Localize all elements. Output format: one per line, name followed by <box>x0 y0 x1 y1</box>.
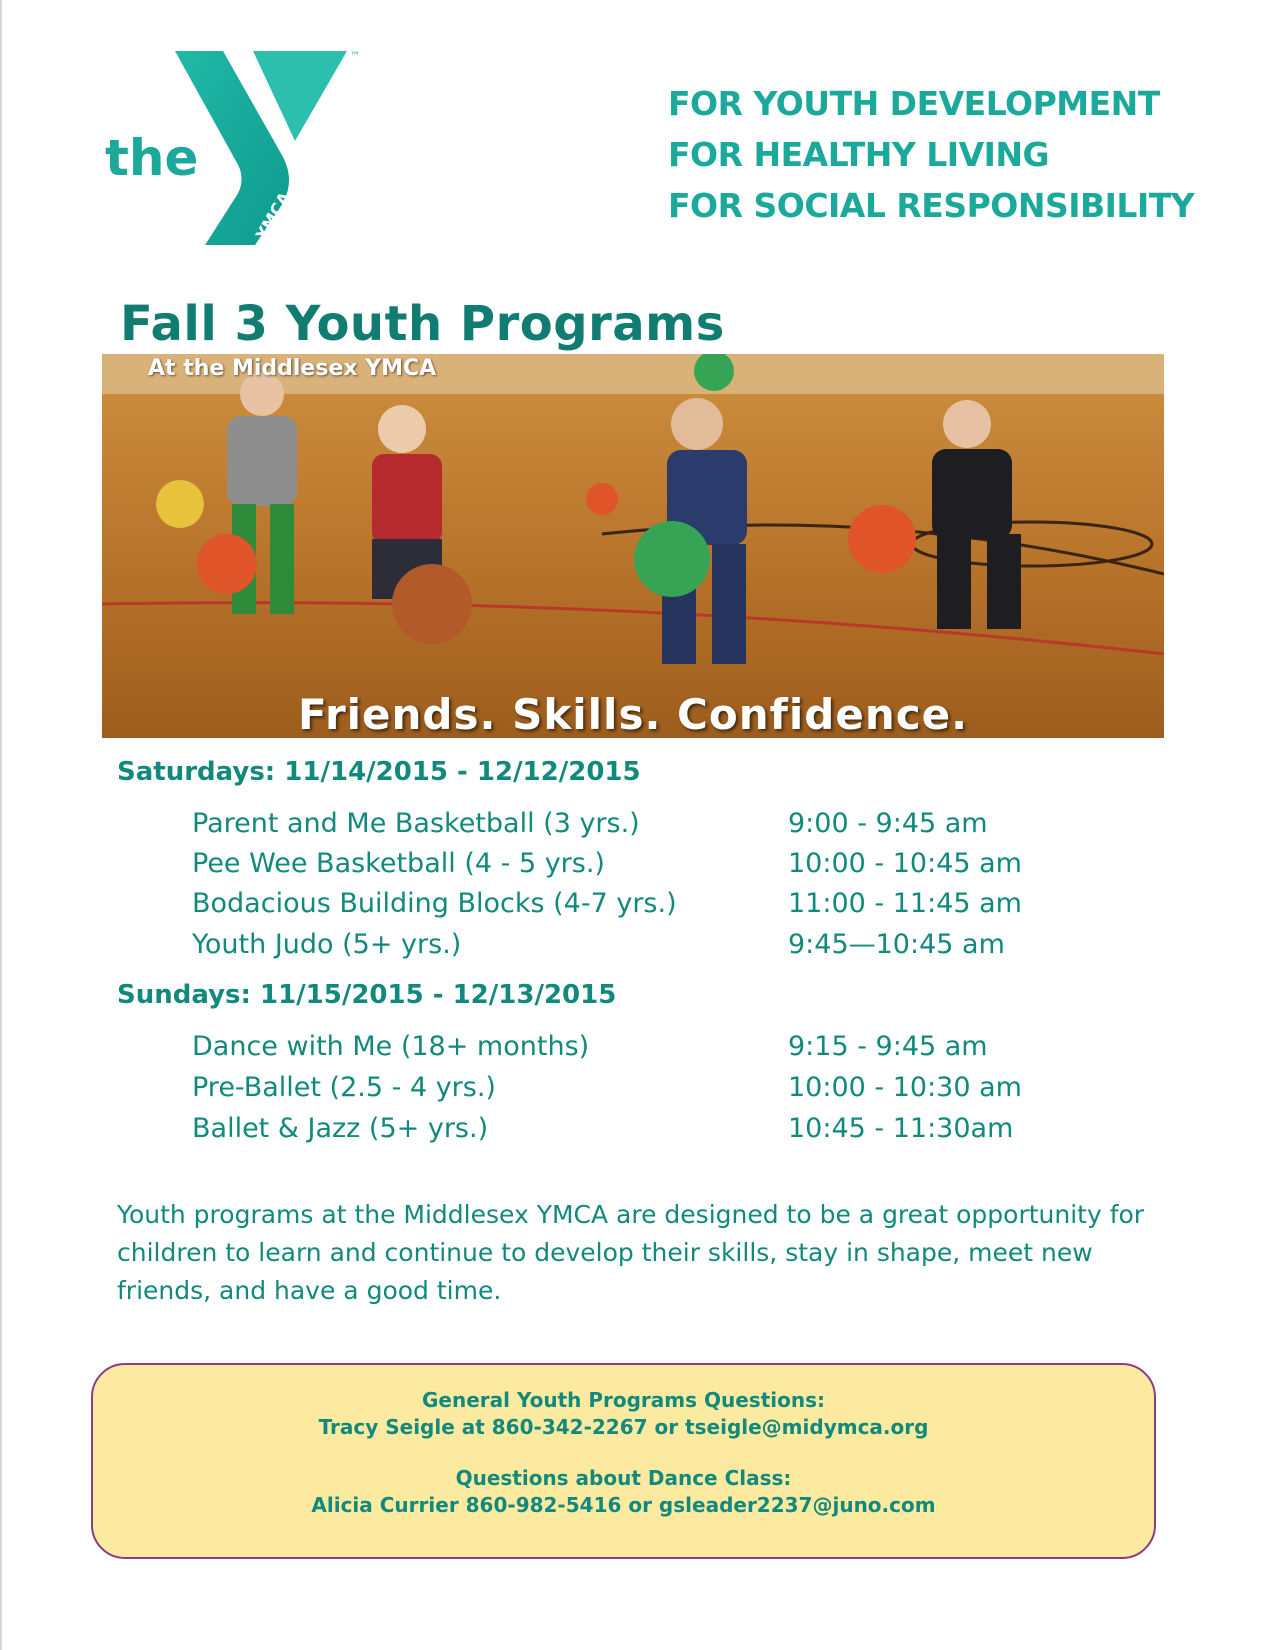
photo-slogan: Friends. Skills. Confidence. <box>297 690 969 738</box>
ball-brown <box>392 564 472 644</box>
program-name: Dance with Me (18+ months) <box>192 1031 590 1062</box>
general-questions-contact: Tracy Seigle at 860-342-2267 or tseigle@midymca.org <box>318 1415 929 1439</box>
ball-green-1 <box>634 521 710 597</box>
program-name: Parent and Me Basketball (3 yrs.) <box>192 808 640 839</box>
program-time: 9:15 - 9:45 am <box>788 1031 988 1062</box>
program-name: Bodacious Building Blocks (4-7 yrs.) <box>192 888 677 919</box>
schedule-row <box>192 848 1092 888</box>
logo-ymca-text: YMCA <box>252 188 295 243</box>
ball-orange-1 <box>197 534 257 594</box>
hero-photo <box>102 354 1164 738</box>
hero-photo-illustration <box>102 354 1164 738</box>
tagline-healthy-living: FOR HEALTHY LIVING <box>668 135 1050 174</box>
general-questions-heading: General Youth Programs Questions: <box>422 1388 825 1412</box>
y-right-arm <box>253 51 347 141</box>
program-time: 11:00 - 11:45 am <box>788 888 1022 919</box>
ball-orange-3 <box>586 483 618 515</box>
schedule-row <box>192 1072 1092 1112</box>
program-description: Youth programs at the Middlesex YMCA are designed to be a great opportunity for children to learn and continue to develop their skills, stay in shape, meet new friends, and have a good time. <box>117 1200 1145 1305</box>
page-edge-line <box>0 0 2 1650</box>
tagline-social-responsibility: FOR SOCIAL RESPONSIBILITY <box>668 186 1195 225</box>
program-name: Pee Wee Basketball (4 - 5 yrs.) <box>192 848 605 879</box>
program-time: 10:00 - 10:30 am <box>788 1072 1022 1103</box>
logo-trademark: ™ <box>350 51 360 62</box>
ball-yellow <box>156 480 204 528</box>
schedule-row <box>192 1113 1092 1153</box>
schedule-row <box>192 1031 1092 1071</box>
program-time: 9:45—10:45 am <box>788 929 1005 960</box>
sundays-heading: Sundays: 11/15/2015 - 12/13/2015 <box>117 980 617 1010</box>
dance-questions-heading: Questions about Dance Class: <box>455 1466 792 1490</box>
program-name: Pre-Ballet (2.5 - 4 yrs.) <box>192 1072 496 1103</box>
photo-subtitle: At the Middlesex YMCA <box>148 356 437 381</box>
page-title: Fall 3 Youth Programs <box>120 296 725 352</box>
tagline-youth-development: FOR YOUTH DEVELOPMENT <box>668 84 1160 123</box>
taglines <box>668 78 1258 231</box>
saturdays-heading: Saturdays: 11/14/2015 - 12/12/2015 <box>117 757 641 787</box>
logo-the-text: the <box>105 129 199 187</box>
contact-box <box>91 1363 1156 1559</box>
ymca-logo-graphic <box>105 45 375 255</box>
program-time: 10:45 - 11:30am <box>788 1113 1014 1144</box>
program-name: Youth Judo (5+ yrs.) <box>192 929 462 960</box>
ymca-logo <box>105 45 375 255</box>
program-name: Ballet & Jazz (5+ yrs.) <box>192 1113 489 1144</box>
ball-orange-2 <box>848 505 916 573</box>
dance-questions-contact: Alicia Currier 860-982-5416 or gsleader2237@juno.com <box>311 1493 936 1517</box>
schedule-row <box>192 808 1092 848</box>
schedule-row <box>192 929 1092 969</box>
program-time: 9:00 - 9:45 am <box>788 808 988 839</box>
schedule-row <box>192 888 1092 928</box>
program-time: 10:00 - 10:45 am <box>788 848 1022 879</box>
